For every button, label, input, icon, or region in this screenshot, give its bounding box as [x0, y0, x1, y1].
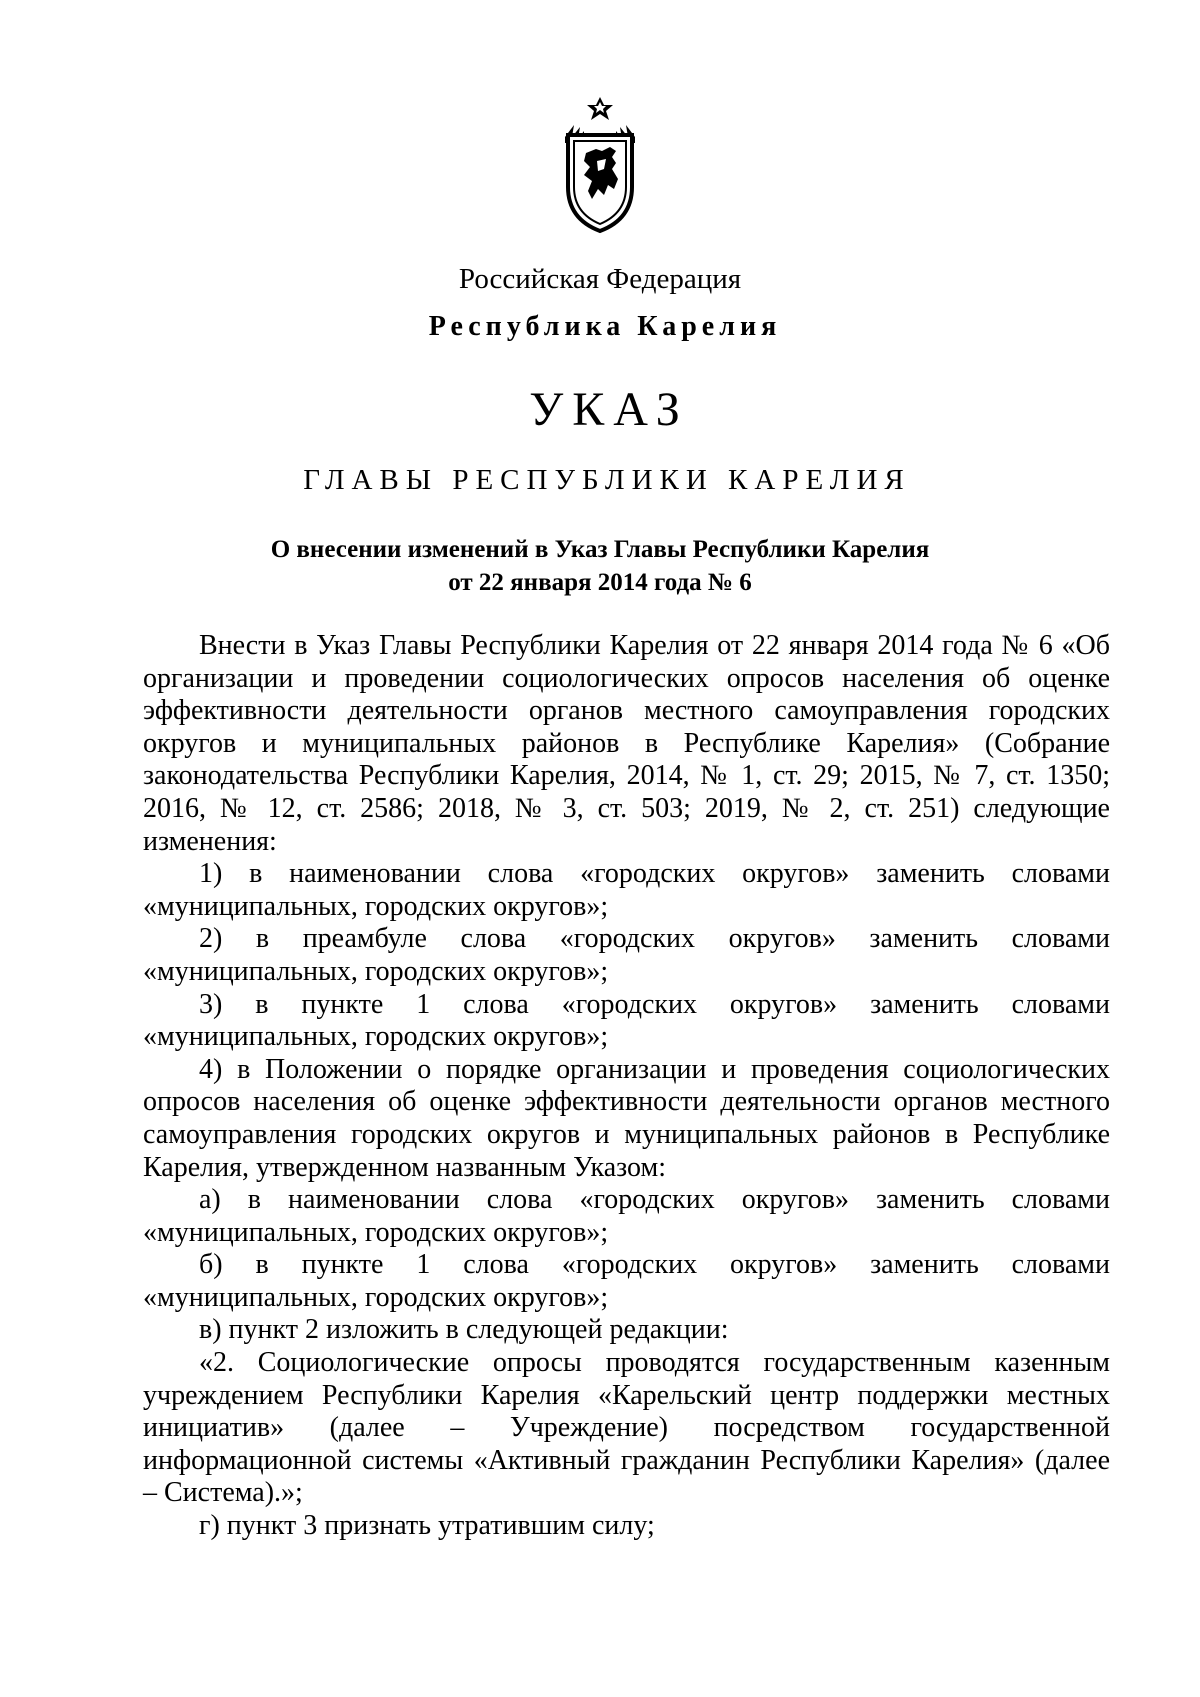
country-name: Российская Федерация	[458, 263, 742, 295]
item-4v: в) пункт 2 изложить в следующей редакции:	[199, 1314, 729, 1346]
quoted-item-2-end: – Система).»;	[143, 1477, 303, 1509]
document-body	[143, 630, 1110, 1543]
document-issuer: ГЛАВЫ РЕСПУБЛИКИ КАРЕЛИЯ	[303, 464, 911, 496]
item-2: 2) в преамбуле слова «городских округов» заменить словами «муниципальных, городских округов»;	[143, 923, 1110, 987]
item-3: 3) в пункте 1 слова «городских округов» заменить словами «муниципальных, городских округов»;	[143, 988, 1110, 1053]
item-1: 1) в наименовании слова «городских округов» заменить словами «муниципальных, городских округов»;	[143, 858, 1110, 922]
item-4b: б) в пункте 1 слова «городских округов» заменить словами «муниципальных, городских округов»;	[143, 1249, 1110, 1313]
republic-name: Республика Карелия	[428, 311, 782, 342]
item-4a: а) в наименовании слова «городских округов» заменить словами «муниципальных, городских округов»;	[143, 1184, 1110, 1248]
item-4g: г) пункт 3 признать утратившим силу;	[199, 1510, 655, 1542]
title-line-1: О внесении изменений в Указ Главы Республики Карелия	[270, 536, 930, 563]
quoted-item-2: «2. Социологические опросы проводятся государственным казенным учреждением Республики Карелия «Карельский центр поддержки местных инициатив» (далее – Учреждение) посредством государственной информационной системы «Активный гражданин Республики Карелия» (далее	[143, 1347, 1110, 1476]
document-type: УКАЗ	[529, 383, 689, 436]
coat-of-arms-icon	[562, 95, 638, 235]
intro-paragraph: Внести в Указ Главы Республики Карелия от 22 января 2014 года № 6 «Об организации и проведении социологических опросов населения об оценке эффективности деятельности органов местного самоуправления городских округов и муниципальных районов в Республике Карелия» (Собрание законодательства Республики Карелия, 2014, № 1, ст. 29; 2015, № 7, ст. 1350; 2016, № 12, ст. 2586; 2018, № 3, ст. 503; 2019, № 2, ст. 251) следующие изменения:	[143, 630, 1110, 857]
title-line-2: от 22 января 2014 года № 6	[448, 569, 752, 596]
document-title	[0, 533, 1200, 599]
item-4: 4) в Положении о порядке организации и проведения социологических опросов населения об оценке эффективности деятельности органов местного самоуправления городских округов и муниципальных районов в Республике Карелия, утвержденном названным Указом:	[143, 1053, 1110, 1183]
